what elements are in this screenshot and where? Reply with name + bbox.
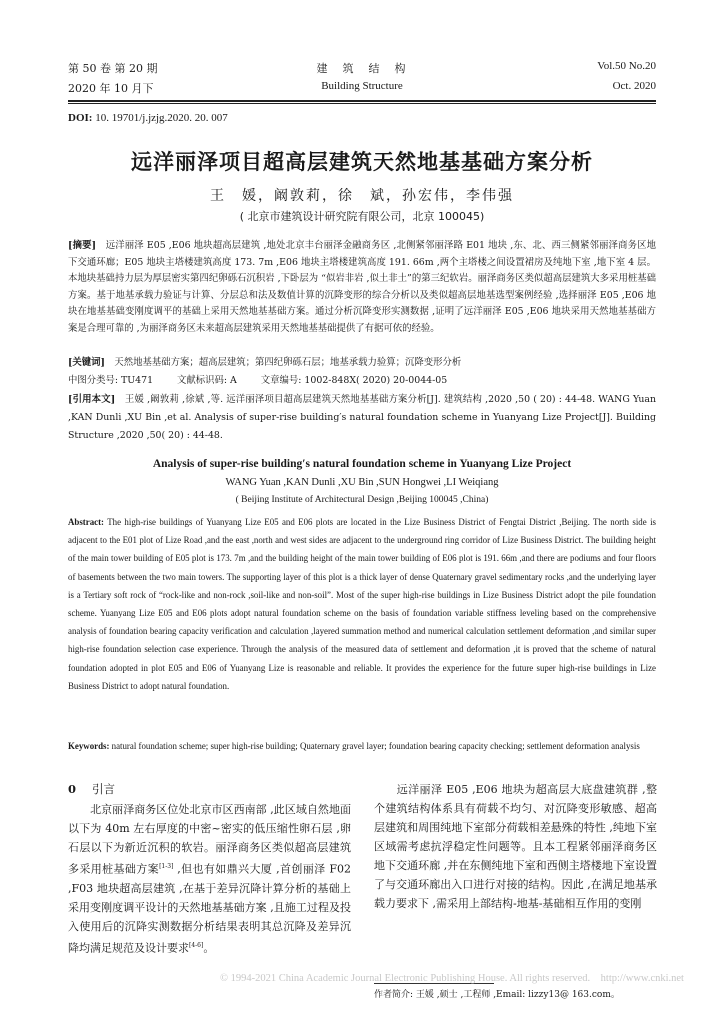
english-abstract-text: The high-rise buildings of Yuanyang Lize E05 and E06 plots are located in the Lize Business District of Fengtai District ,Beijing. The north side is adjacent to the E01 plot of Lize Road ,and the east ,north and west sides are adjacent to the underground ring corridor of Lize Business District. The building height of the main tower building of E05 plot is 173. 7m ,and the building height of the main tower building of E06 plot is 191. 66m ,and there are podiums and four floors of basements between the two main towers. The supporting layer of this plot is a thick layer of dense Quaternary gravel sedimentary rocks ,and the underlying layer is a Tertiary soft rock of “rock-like and non-rock ,soil-like and non-soil”. Most of the super high-rise buildings in Lize Business District adopt the pile foundation scheme. Yuanyang Lize E05 and E06 plots adopt natural foundation scheme on the basis of foundation variable stiffness leveling based on the comprehensive analysis of foundation bearing capacity verification and calculation ,layered summation method and numerical calculation settlement deformation ,and similar super high-rise foundation selection case experience. Through the analysis of the measured data of settlement and deformation ,it is proved that the scheme of natural foundation adopted in plot E05 and E06 of Yuanyang Lize is reasonable and reliable. It provides the experience for the future super high-rise buildings in Lize Business District to adopt natural foundation. <box>68 517 656 691</box>
header-rule-top <box>68 100 656 102</box>
issue-date-cn: 2020 年 10 月下 <box>68 82 154 95</box>
body-right-column <box>374 780 657 913</box>
paper-title: 远洋丽泽项目超高层建筑天然地基基础方案分析 <box>131 150 593 174</box>
doi-value: 10. 19701/j.jzjg.2020. 20. 007 <box>92 112 228 124</box>
english-title: Analysis of super-rise building′s natural foundation scheme in Yuanyang Lize Project <box>152 458 572 470</box>
english-keywords-text: natural foundation scheme; super high-rise building; Quaternary gravel layer; foundation bearing capacity checking; settlement deformation analysis <box>109 741 640 751</box>
classification-line <box>68 373 656 389</box>
document-code: 文献标识码: A <box>177 375 237 386</box>
header-rule-bottom <box>68 103 656 104</box>
abstract-cn-label: [摘要] <box>68 240 97 251</box>
issue-date-en: Oct. 2020 <box>612 80 656 92</box>
abstract-cn <box>68 238 656 338</box>
english-authors: WANG Yuan ,KAN Dunli ,XU Bin ,SUN Hongwei ,LI Weiqiang <box>225 477 499 488</box>
keywords-cn-label: [关键词] <box>68 357 105 368</box>
citation-label: [引用本文] <box>68 394 116 405</box>
doi-label: DOI: <box>68 112 93 124</box>
keywords-cn-text: 天然地基基础方案；超高层建筑；第四纪卵砾石层；地基承载力验算；沉降变形分析 <box>105 357 462 368</box>
author-footnote: 作者简介: 王媛 ,硕士 ,工程师 ,Email: lizzy13@ 163.com。 <box>374 990 620 1000</box>
author-list: 王 媛，阚敦莉，徐 斌，孙宏伟，李伟强 <box>210 188 514 204</box>
cnki-watermark: © 1994-2021 China Academic Journal Electronic Publishing House. All rights reserved. http://www.cnki.net <box>220 973 684 984</box>
english-abstract <box>68 513 656 695</box>
journal-name-cn: 建 筑 结 构 <box>316 62 408 75</box>
doi <box>68 112 228 124</box>
abstract-cn-text: 远洋丽泽 E05 ,E06 地块超高层建筑 ,地处北京丰台丽泽金融商务区 ,北侧紧邻丽泽路 E01 地块 ,东、北、西三侧紧邻丽泽商务区地下交通环廊；E05 地块主塔楼建筑高度 173. 7m ,E06 地块主塔楼建筑高度 191. 66m ,两个主塔楼之间设置裙房及纯地下室 ,地下室 4 层。本地块基础持力层为厚层密实第四纪卵砾石沉积岩 ,下卧层为 “似岩非岩 ,似土非土”的第三纪软岩。丽泽商务区类似超高层建筑大多采用桩基础方案。基于地基承载力验证与计算、分层总和法及数值计算的沉降变形的综合分析以及类似超高层地基选型案例经验 ,选择丽泽 E05 ,E06 地块在地基基础变刚度调平的基础上采用天然地基基础方案。通过分析沉降变形实测数据 ,证明了远洋丽泽 E05 ,E06 地块采用天然地基基础方案是合理可靠的 ,为丽泽商务区未来超高层建筑采用天然地基基础提供了有据可依的经验。 <box>68 240 656 334</box>
citation <box>68 391 656 445</box>
english-abstract-label: Abstract: <box>68 517 104 527</box>
intro-paragraph-2: 远洋丽泽 E05 ,E06 地块为超高层大底盘建筑群 ,整个建筑结构体系具有荷载不均匀、对沉降变形敏感、超高层建筑和周围纯地下室部分荷载相差悬殊的特性 ,纯地下室区域需考虑抗浮稳定性问题等。且本工程紧邻丽泽商务区地下交通环廊 ,并在东侧纯地下室和西侧主塔楼地下室设置了与交通环廊出入口进行对接的结构。因此 ,在满足地基承载力要求下 ,需采用上部结构-地基-基础相互作用的变刚 <box>374 783 657 910</box>
section-title: 引言 <box>92 782 116 796</box>
clc-number: 中图分类号: TU471 <box>68 375 154 386</box>
english-keywords <box>68 737 656 755</box>
intro-paragraph-1: 北京丽泽商务区位处北京市区西南部 ,此区域自然地面以下为 40m 左右厚度的中密~密实的低压缩性卵石层 ,卵石层以下为新近沉积的软岩。丽泽商务区类似超高层建筑多采用桩基础方案[1-3] ,但也有如鼎兴大厦 ,首创丽泽 F02 ,F03 地块超高层建筑 ,在基于差异沉降计算分析的基础上采用变刚度调平设计的天然地基基础方案 ,且施工过程及投入使用后的沉降实测数据分析结果表明其总沉降及差异沉降均满足规范及设计要求[4-6]。 <box>68 803 351 955</box>
citation-text: 王媛 ,阚敦莉 ,徐斌 ,等. 远洋丽泽项目超高层建筑天然地基基础方案分析[J]. 建筑结构 ,2020 ,50 ( 20) : 44-48. WANG Yuan ,KAN Dunli ,XU Bin ,et al. Analysis of super-rise building′s natural foundation scheme in Yuanyang Lize Project[J]. Building Structure ,2020 ,50( 20) : 44-48. <box>68 394 657 441</box>
section-heading <box>68 780 351 799</box>
reference-1-3: [1-3] <box>159 863 174 870</box>
article-number: 文章编号: 1002-848X( 2020) 20-0044-05 <box>260 375 448 386</box>
volume-issue-cn: 第 50 卷 第 20 期 <box>68 62 158 75</box>
body-left-column <box>68 780 351 957</box>
keywords-cn <box>68 355 656 371</box>
volume-issue-en: Vol.50 No.20 <box>597 60 656 72</box>
english-keywords-label: Keywords: <box>68 741 110 751</box>
affiliation: ( 北京市建筑设计研究院有限公司，北京 100045) <box>239 210 485 223</box>
english-affiliation: ( Beijing Institute of Architectural Design ,Beijing 100045 ,China) <box>235 495 489 505</box>
journal-name-en: Building Structure <box>321 80 403 92</box>
section-number: 0 <box>68 782 77 796</box>
reference-4-6: [4-6] <box>189 941 204 949</box>
